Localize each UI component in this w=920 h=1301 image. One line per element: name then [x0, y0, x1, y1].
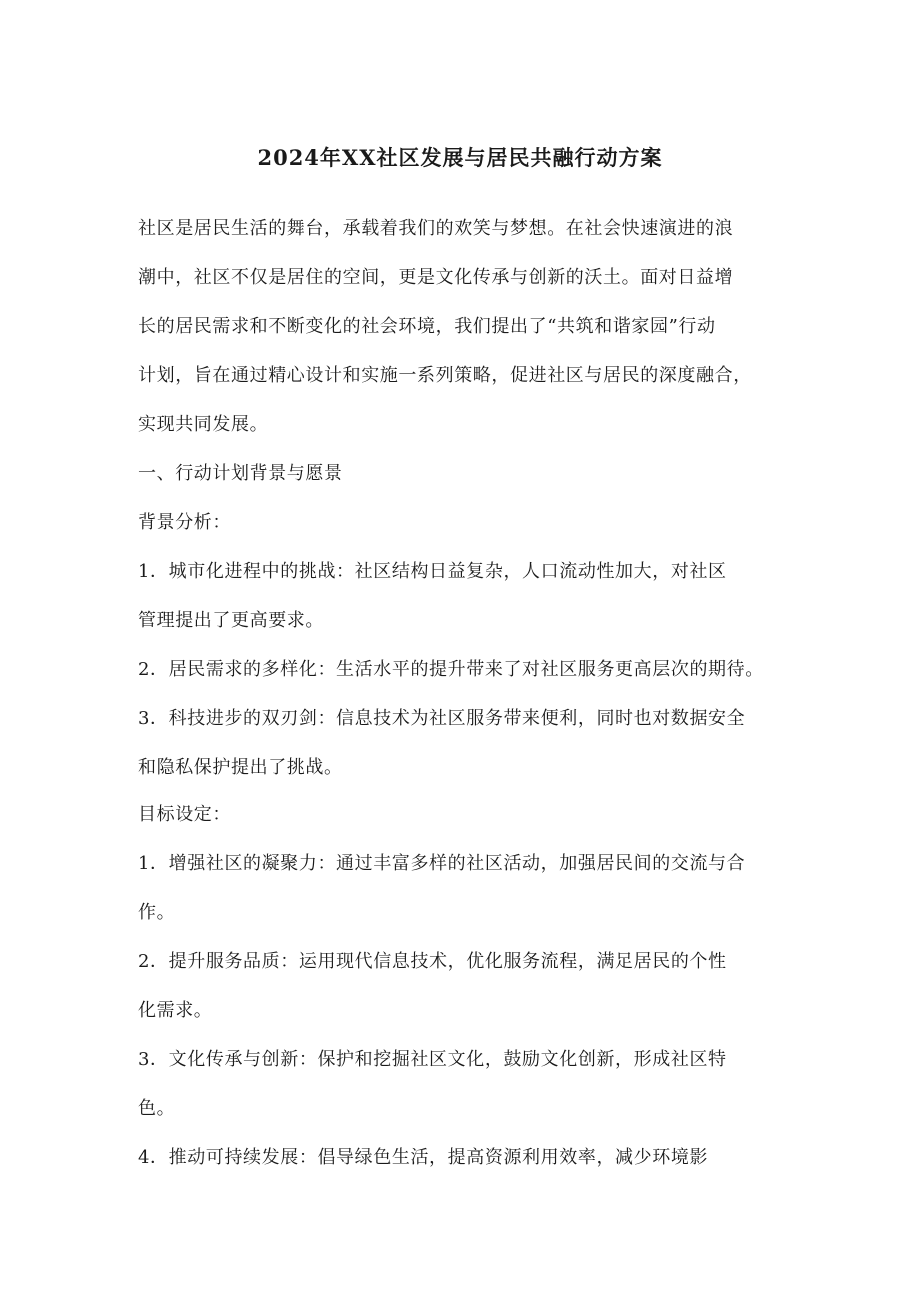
list-item-continuation: 和隐私保护提出了挑战。: [138, 757, 343, 778]
document-title: 2024年XX社区发展与居民共融行动方案: [257, 145, 663, 170]
list-item: 3．文化传承与创新：保护和挖掘社区文化，鼓励文化创新，形成社区特: [138, 1049, 727, 1070]
list-item-continuation: 化需求。: [138, 1000, 213, 1021]
list-item: 1．城市化进程中的挑战：社区结构日益复杂，人口流动性加大，对社区: [138, 561, 727, 582]
list-item-continuation: 管理提出了更高要求。: [138, 610, 324, 631]
list-item: 1．增强社区的凝聚力：通过丰富多样的社区活动，加强居民间的交流与合: [138, 853, 746, 874]
list-item-continuation: 作。: [138, 902, 176, 923]
section-heading: 一、行动计划背景与愿景: [138, 463, 343, 484]
text-line: 计划，旨在通过精心设计和实施一系列策略，促进社区与居民的深度融合，: [138, 365, 752, 386]
list-item-continuation: 色。: [138, 1098, 176, 1119]
text-line: 社区是居民生活的舞台，承载着我们的欢笑与梦想。在社会快速演进的浪: [138, 218, 734, 239]
list-item: 2．提升服务品质：运用现代信息技术，优化服务流程，满足居民的个性: [138, 951, 727, 972]
subheading: 背景分析：: [138, 512, 231, 533]
list-item: 2．居民需求的多样化：生活水平的提升带来了对社区服务更高层次的期待。: [138, 659, 764, 680]
subheading: 目标设定：: [138, 804, 231, 825]
text-line: 实现共同发展。: [138, 414, 269, 435]
list-item: 4．推动可持续发展：倡导绿色生活，提高资源利用效率，减少环境影: [138, 1147, 709, 1168]
text-line: 潮中，社区不仅是居住的空间，更是文化传承与创新的沃土。面对日益增: [138, 267, 734, 288]
list-item: 3．科技进步的双刃剑：信息技术为社区服务带来便利，同时也对数据安全: [138, 708, 746, 729]
text-line: 长的居民需求和不断变化的社会环境，我们提出了“共筑和谐家园”行动: [138, 316, 716, 337]
